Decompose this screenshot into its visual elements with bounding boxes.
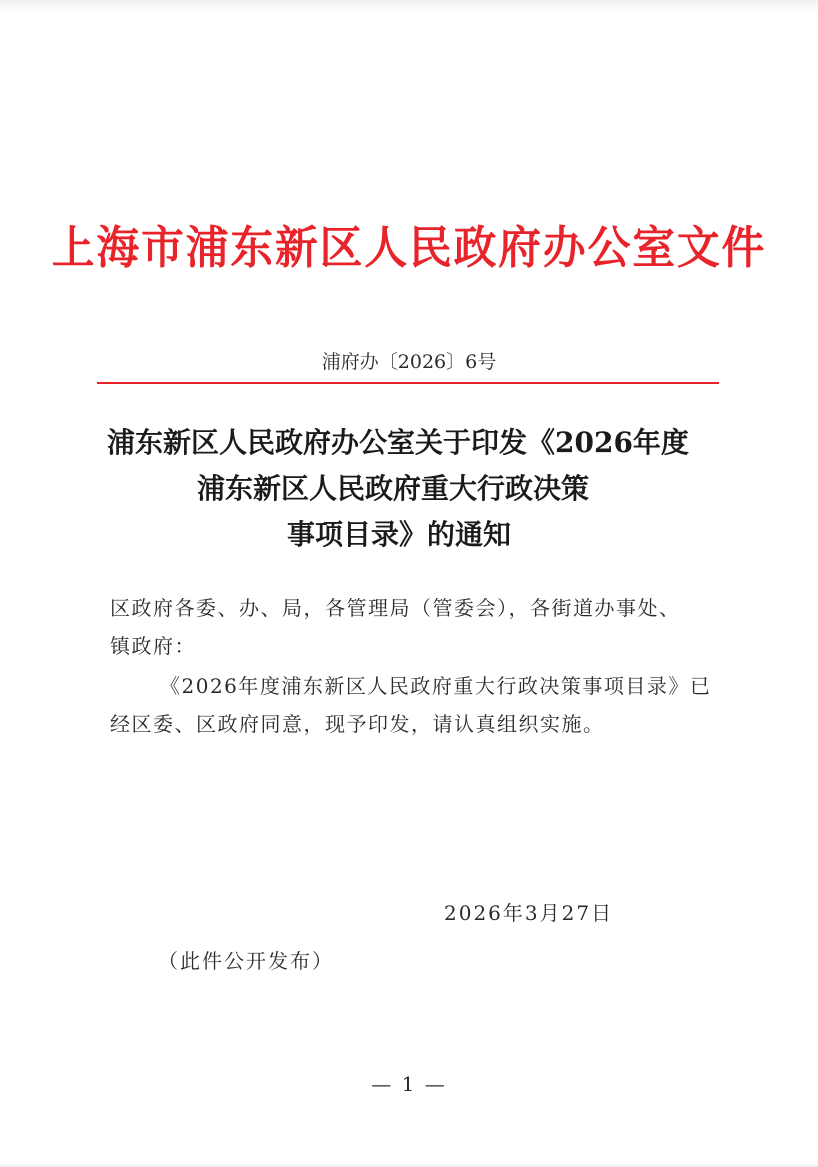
- notice-title-line-1: 浦东新区人民政府办公室关于印发《2026年度: [107, 426, 689, 459]
- scan-edge-bottom: [0, 1162, 818, 1167]
- page-number: — 1 —: [371, 1072, 447, 1096]
- notice-title-line-3: 事项目录》的通知: [287, 518, 512, 551]
- red-separator-line: [97, 382, 719, 384]
- body-line-4: 经区委、区政府同意，现予印发，请认真组织实施。: [110, 712, 605, 736]
- document-number: 浦府办〔2026〕6号: [321, 351, 497, 373]
- issuing-authority-title: 上海市浦东新区人民政府办公室文件: [51, 221, 767, 274]
- notice-title-line-2: 浦东新区人民政府重大行政决策: [197, 472, 590, 505]
- body-line-3: 《2026年度浦东新区人民政府重大行政决策事项目录》已: [160, 674, 712, 698]
- issue-date: 2026年3月27日: [444, 901, 614, 925]
- scan-edge-top: [0, 0, 818, 14]
- body-line-1: 区政府各委、办、局，各管理局（管委会），各街道办事处、: [110, 596, 681, 620]
- public-release-note: （此件公开发布）: [158, 949, 334, 973]
- body-line-2: 镇政府：: [110, 634, 196, 658]
